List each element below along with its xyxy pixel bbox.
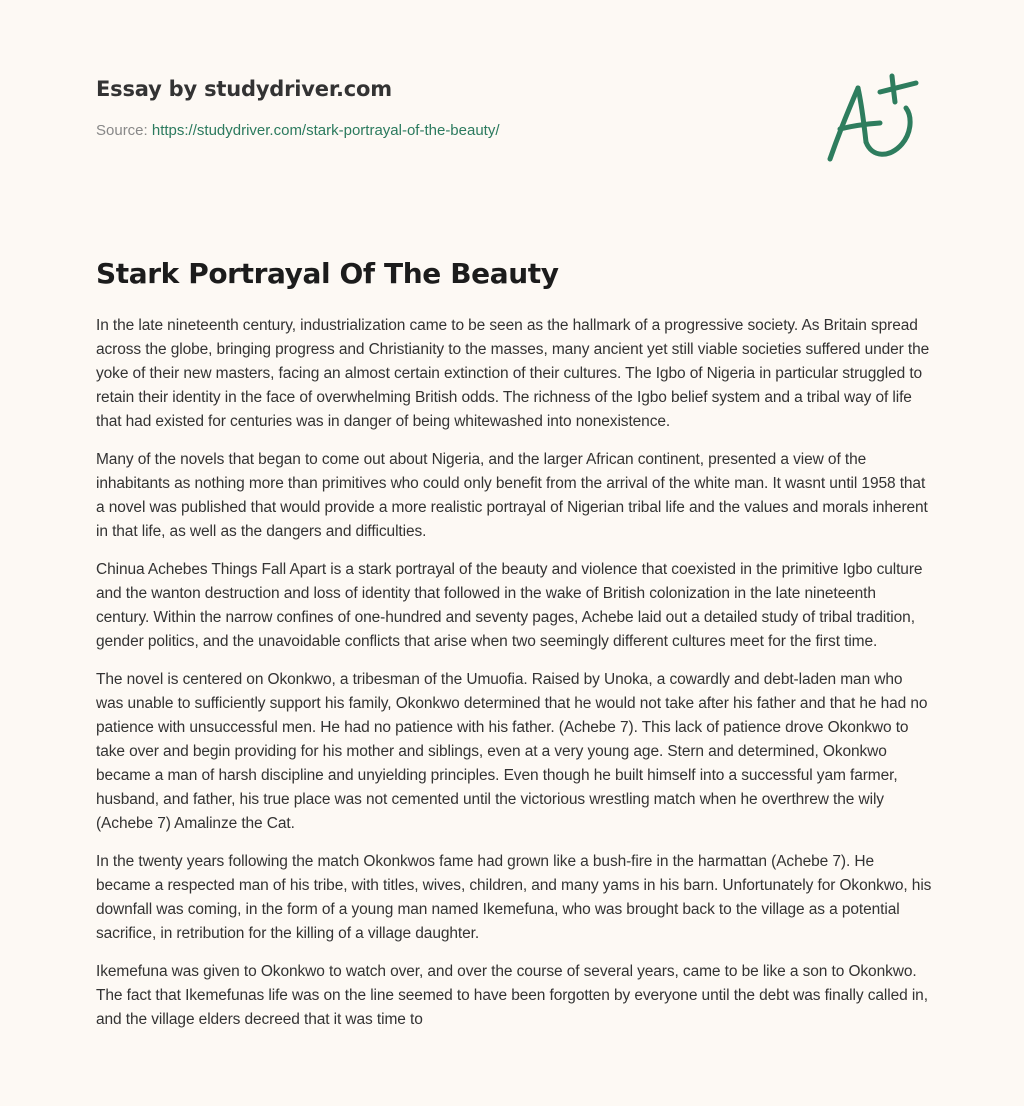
source-line	[96, 121, 796, 141]
source-link[interactable]: https://studydriver.com/stark-portrayal-of-the-beauty/	[151, 122, 500, 139]
site-title: Essay by studydriver.com	[96, 77, 392, 101]
essay-paragraph: Many of the novels that began to come out about Nigeria, and the larger African continent, presented a view of the inhabitants as nothing more than primitives who could only benefit from the arrival of the white man. It wasnt until 1958 that a novel was published that would provide a more realistic portrayal of Nigerian tribal life and the values and morals inherent in that life, as well as the dangers and difficulties.	[96, 451, 928, 540]
essay-paragraph: The novel is centered on Okonkwo, a tribesman of the Umuofia. Raised by Unoka, a cowardly and debt-laden man who was unable to sufficiently support his family, Okonkwo determined that he would not take after his father and that he had no patience with unsuccessful men. He had no patience with his father. (Achebe 7). This lack of patience drove Okonkwo to take over and begin providing for his mother and siblings, even at a very young age. Stern and determined, Okonkwo became a man of harsh discipline and unyielding principles. Even though he built himself into a successful yam farmer, husband, and father, his true place was not cemented until the victorious wrestling match when he overthrew the wily (Achebe 7) Amalinze the Cat.	[96, 671, 928, 832]
essay-paragraph: In the late nineteenth century, industrialization came to be seen as the hallmark of a progressive society. As Britain spread across the globe, bringing progress and Christianity to the masses, many ancient yet still viable societies suffered under the yoke of their new masters, facing an almost certain extinction of their cultures. The Igbo of Nigeria in particular struggled to retain their identity in the face of overwhelming British odds. The richness of the Igbo belief system and a tribal way of life that had existed for centuries was in danger of being whitewashed into nonexistence.	[96, 317, 930, 430]
essay-paragraph: Chinua Achebes Things Fall Apart is a stark portrayal of the beauty and violence that coexisted in the primitive Igbo culture and the wanton destruction and loss of identity that followed in the wake of British colonization in the late nineteenth century. Within the narrow confines of one-hundred and seventy pages, Achebe laid out a detailed study of tribal tradition, gender politics, and the unavoidable conflicts that arise when two seemingly different cultures meet for the first time.	[96, 561, 923, 650]
essay-body	[96, 314, 932, 1046]
essay-paragraph: Ikemefuna was given to Okonkwo to watch over, and over the course of several years, came to be like a son to Okonkwo. The fact that Ikemefunas life was on the line seemed to have been forgotten by everyone until the debt was finally called in, and the village elders decreed that it was time to	[96, 963, 928, 1028]
essay-title: Stark Portrayal Of The Beauty	[96, 257, 559, 290]
essay-paragraph: In the twenty years following the match Okonkwos fame had grown like a bush-fire in the harmattan (Achebe 7). He became a respected man of his tribe, with titles, wives, children, and many yams in his barn. Unfortunately for Okonkwo, his downfall was coming, in the form of a young man named Ikemefuna, who was brought back to the village as a potential sacrifice, in retribution for the killing of a village daughter.	[96, 853, 932, 942]
a-plus-grade-icon	[820, 66, 930, 166]
page-header	[96, 74, 796, 141]
source-label: Source:	[96, 122, 152, 139]
